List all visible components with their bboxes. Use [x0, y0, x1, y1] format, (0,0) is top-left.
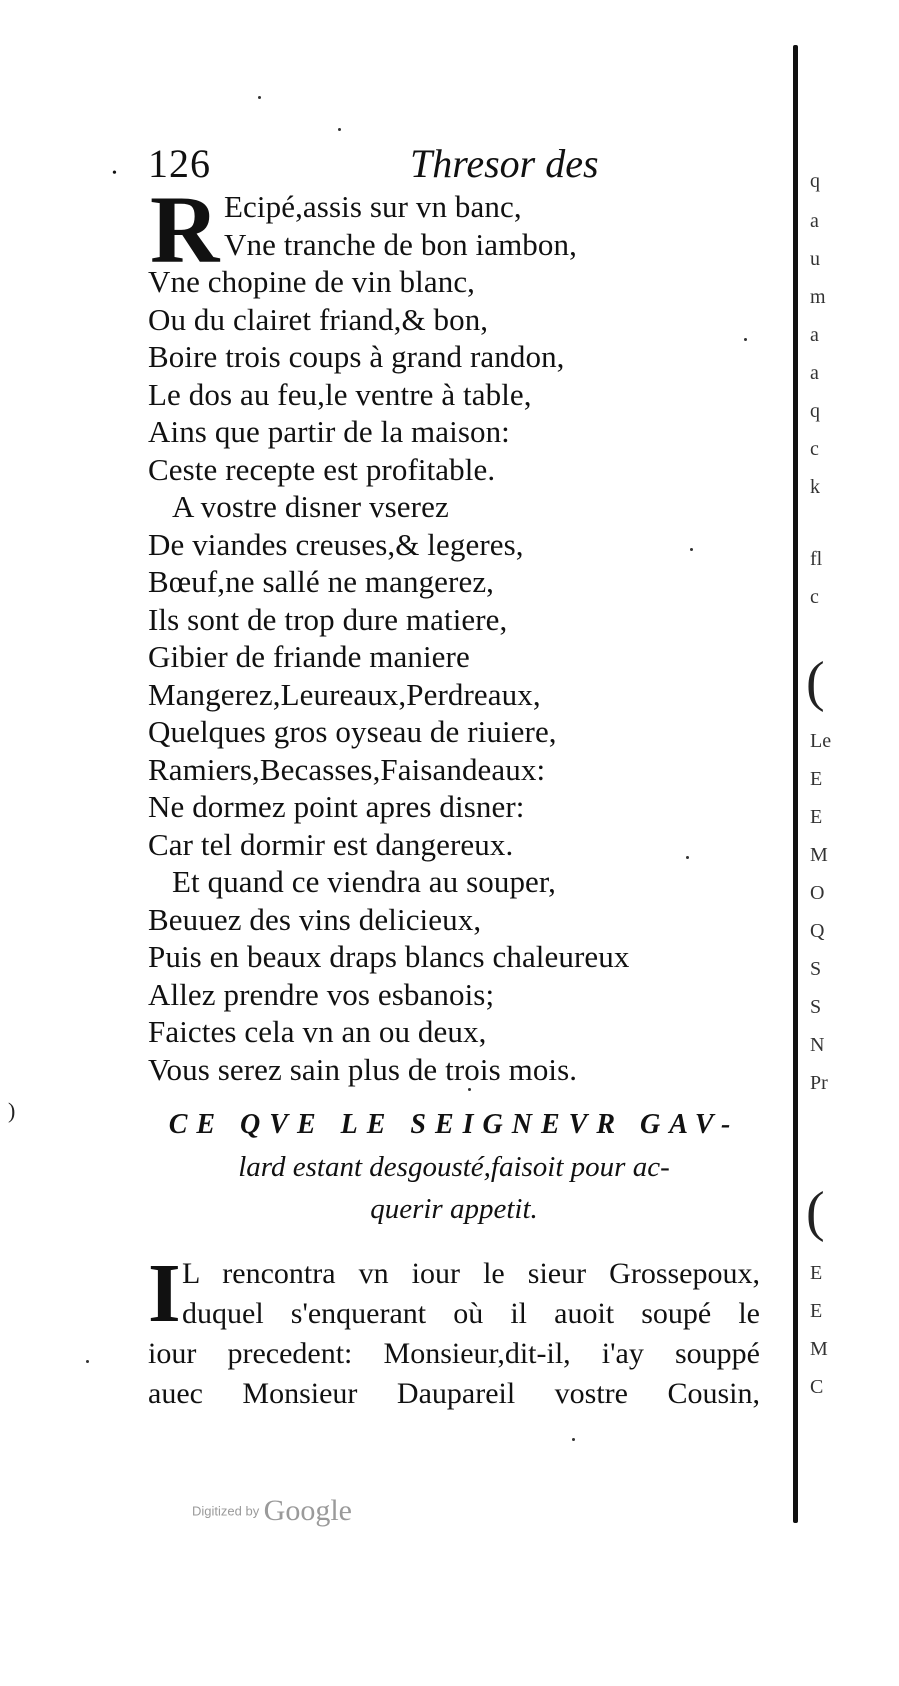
adjacent-text-fragment: Q — [810, 920, 825, 942]
adjacent-text-fragment: a — [810, 362, 819, 384]
watermark-prefix: Digitized by — [192, 1503, 260, 1519]
verse-line: Le dos au feu,le ventre à table, — [148, 376, 532, 412]
adjacent-text-fragment: m — [810, 286, 826, 308]
adjacent-text-fragment: S — [810, 958, 822, 980]
gutter-edge — [793, 45, 798, 1523]
prose-line: auec Monsieur Daupareil vostre Cousin, — [148, 1377, 760, 1410]
verse-line: Ecipé,assis sur vn banc, — [224, 189, 522, 224]
ink-speck — [572, 1438, 575, 1441]
adjacent-text-fragment: a — [810, 324, 819, 346]
verse-line: Boire trois coups à grand randon, — [148, 339, 565, 374]
google-logo: Google — [263, 1494, 352, 1527]
adjacent-text-fragment: c — [810, 586, 819, 608]
section-title-line: lard estant desgousté,faisoit pour ac- — [238, 1151, 670, 1183]
verse-line: Beuuez des vins delicieux, — [148, 901, 482, 937]
section-title — [148, 1104, 760, 1230]
verse-line: Vne chopine de vin blanc, — [148, 264, 476, 299]
ink-mark: ) — [8, 1098, 16, 1123]
adjacent-text-fragment: M — [810, 1338, 828, 1360]
adjacent-text-fragment: E — [810, 1300, 823, 1322]
ink-speck — [468, 1088, 471, 1091]
prose-block — [148, 1247, 760, 1414]
adjacent-text-fragment: q — [810, 170, 820, 192]
adjacent-text-fragment: k — [810, 476, 820, 498]
adjacent-text-fragment: N — [810, 1034, 825, 1056]
section-title-line: querir appetit. — [370, 1193, 538, 1225]
verse-line: Faictes cela vn an ou deux, — [148, 1014, 487, 1049]
ink-speck — [744, 338, 747, 341]
adjacent-parenthesis: ( — [806, 651, 825, 713]
adjacent-text-fragment: E — [810, 1262, 823, 1284]
ink-speck — [690, 548, 693, 551]
verse-line: Bœuf,ne sallé ne mangerez, — [148, 564, 495, 599]
verse-line: Ains que partir de la maison: — [148, 414, 510, 449]
verse-line: De viandes creuses,& legeres, — [148, 526, 524, 562]
prose-line: duquel s'enquerant où il auoit soupé le — [182, 1297, 760, 1330]
verse-line: Car tel dormir est dangereux. — [148, 826, 514, 862]
verse-line: Ceste recepte est profitable. — [148, 451, 496, 487]
verse-line: Vous serez sain plus de trois mois. — [148, 1051, 578, 1087]
verse-line: Ramiers,Becasses,Faisandeaux: — [148, 751, 546, 787]
prose-drop-cap: I — [148, 1247, 181, 1340]
verse-line: Puis en beaux draps blancs chaleureux — [148, 939, 630, 974]
adjacent-text-fragment: E — [810, 768, 823, 790]
adjacent-text-fragment: u — [810, 248, 820, 270]
prose-line: iour precedent: Monsieur,dit-il, i'ay souppé — [148, 1337, 760, 1370]
ink-speck — [258, 96, 261, 99]
adjacent-text-fragment: c — [810, 438, 819, 460]
verse-line: Ils sont de trop dure matiere, — [148, 601, 508, 637]
adjacent-text-fragment: q — [810, 400, 820, 422]
adjacent-text-fragment: Pr — [810, 1072, 828, 1094]
ink-speck — [686, 856, 689, 859]
verse-line: Mangerez,Leureaux,Perdreaux, — [148, 676, 541, 712]
adjacent-text-fragment: C — [810, 1376, 824, 1398]
adjacent-parenthesis: ( — [806, 1181, 825, 1243]
adjacent-text-fragment: M — [810, 844, 828, 866]
verse-drop-cap: R — [150, 176, 220, 283]
verse-line: Et quand ce viendra au souper, — [172, 864, 556, 899]
adjacent-text-fragment: S — [810, 996, 822, 1018]
adjacent-text-fragment: a — [810, 210, 819, 232]
adjacent-text-fragment: Le — [810, 730, 832, 752]
page-number: 126 — [148, 141, 211, 186]
ink-speck — [338, 128, 341, 131]
verse-line: Allez prendre vos esbanois; — [148, 976, 495, 1012]
verse-line: Ou du clairet friand,& bon, — [148, 301, 489, 337]
adjacent-text-fragment: O — [810, 882, 825, 904]
ink-speck: • — [112, 166, 117, 181]
verse-line: Gibier de friande maniere — [148, 639, 470, 674]
verse-block — [148, 188, 708, 1088]
running-head: Thresor des — [410, 141, 599, 186]
verse-line: Ne dormez point apres disner: — [148, 789, 525, 824]
page-header — [112, 140, 708, 190]
verse-line: Quelques gros oyseau de riuiere, — [148, 714, 557, 749]
verse-line: Vne tranche de bon iambon, — [224, 226, 577, 262]
ink-speck — [86, 1360, 89, 1363]
adjacent-text-fragment: fl — [810, 548, 823, 570]
adjacent-text-fragment: E — [810, 806, 823, 828]
verse-line: A vostre disner vserez — [172, 489, 449, 524]
prose-line: L rencontra vn iour le sieur Grossepoux, — [182, 1257, 760, 1290]
digitization-watermark — [192, 1494, 352, 1528]
adjacent-page-edge — [806, 0, 899, 1686]
section-title-line: CE QVE LE SEIGNEVR GAV- — [168, 1109, 740, 1140]
